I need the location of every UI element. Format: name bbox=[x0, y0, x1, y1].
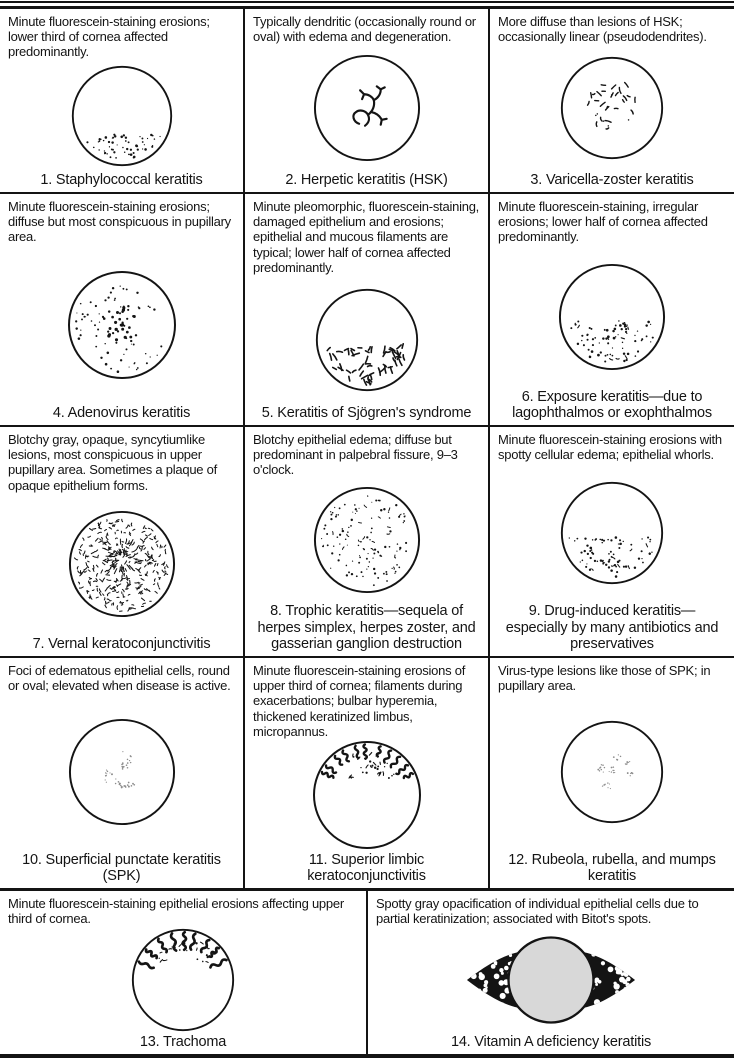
cornea-illustration bbox=[376, 926, 726, 1033]
panel-superior-limbic bbox=[245, 658, 490, 888]
panel-description: Virus-type lesions like those of SPK; in pupillary area. bbox=[498, 663, 711, 694]
cornea-illustration bbox=[253, 275, 480, 405]
panel-vernal-keratoconjunctivitis bbox=[0, 427, 245, 656]
panel-description: Minute fluorescein-staining erosions with spotty cellular edema; epithelial whorls. bbox=[498, 432, 722, 463]
top-rule-thin bbox=[0, 1, 734, 3]
panel-adenovirus-keratitis bbox=[0, 194, 245, 425]
row-4 bbox=[0, 658, 734, 891]
panel-caption: 12. Rubeola, rubella, and mumps keratitis bbox=[508, 851, 716, 884]
panel-caption: 4. Adenovirus keratitis bbox=[52, 404, 191, 421]
cornea-illustration bbox=[8, 693, 235, 851]
panel-description: Blotchy epithelial edema; diffuse but predominant in palpebral fissure, 9–3 o'clock. bbox=[253, 432, 458, 478]
panel-description: Minute fluorescein-staining erosions; diffuse but most conspicuous in pupillary area. bbox=[8, 199, 231, 245]
panel-staphylococcal-keratitis bbox=[0, 9, 245, 192]
cornea-illustration bbox=[8, 926, 358, 1033]
cornea-illustration bbox=[498, 245, 726, 389]
row-5 bbox=[0, 891, 734, 1058]
panel-caption: 13. Trachoma bbox=[139, 1033, 227, 1050]
panel-description: More diffuse than lesions of HSK; occasionally linear (pseudodendrites). bbox=[498, 14, 707, 45]
panel-description: Minute fluorescein-staining epithelial erosions affecting upper third of cornea. bbox=[8, 896, 344, 927]
panel-description: Minute fluorescein-staining erosions of upper third of cornea; filaments during exacerbations; bulbar hyperemia, thickened keratinized limbus, micropannus. bbox=[253, 663, 466, 739]
panel-caption: 1. Staphylococcal keratitis bbox=[40, 171, 203, 188]
cornea-illustration bbox=[498, 44, 726, 171]
panel-description: Typically dendritic (occasionally round or oval) with edema and degeneration. bbox=[253, 14, 476, 45]
row-3 bbox=[0, 427, 734, 658]
panel-caption: 8. Trophic keratitis—sequela of herpes simplex, herpes zoster, and gasserian ganglion destruction bbox=[257, 603, 476, 652]
panel-sjogren-keratitis bbox=[245, 194, 490, 425]
cornea-illustration bbox=[498, 462, 726, 603]
cornea-illustration bbox=[253, 739, 480, 852]
panel-exposure-keratitis bbox=[490, 194, 734, 425]
cornea-illustration bbox=[253, 478, 480, 604]
panel-caption: 14. Vitamin A deficiency keratitis bbox=[450, 1033, 652, 1050]
cornea-illustration bbox=[8, 493, 235, 636]
panel-description: Foci of edematous epithelial cells, round or oval; elevated when disease is active. bbox=[8, 663, 231, 694]
panel-caption: 5. Keratitis of Sjögren's syndrome bbox=[261, 404, 472, 421]
panel-trophic-keratitis bbox=[245, 427, 490, 656]
panel-herpetic-keratitis bbox=[245, 9, 490, 192]
panel-description: Spotty gray opacification of individual epithelial cells due to partial keratinization; associated with Bitot's spots. bbox=[376, 896, 699, 927]
panel-caption: 7. Vernal keratoconjunctivitis bbox=[32, 635, 211, 652]
panel-varicella-zoster-keratitis bbox=[490, 9, 734, 192]
cornea-illustration bbox=[8, 60, 235, 172]
panel-drug-induced-keratitis bbox=[490, 427, 734, 656]
row-1 bbox=[0, 9, 734, 194]
cornea-illustration bbox=[253, 44, 480, 171]
panel-spk bbox=[0, 658, 245, 888]
panel-rubeola-mumps bbox=[490, 658, 734, 888]
cornea-illustration bbox=[498, 693, 726, 851]
panel-trachoma bbox=[0, 891, 368, 1054]
row-2 bbox=[0, 194, 734, 427]
panel-caption: 6. Exposure keratitis—due to lagophthalmos or exophthalmos bbox=[512, 388, 712, 421]
panel-description: Minute pleomorphic, fluorescein-staining, damaged epithelium and erosions; epithelial and mucous filaments are typical; lower half of cornea affected predominantly. bbox=[253, 199, 480, 275]
panel-caption: 2. Herpetic keratitis (HSK) bbox=[285, 171, 448, 188]
panel-caption: 9. Drug-induced keratitis—especially by many antibiotics and preservatives bbox=[505, 603, 719, 652]
panel-description: Blotchy gray, opaque, syncytiumlike lesions, most conspicuous in upper pupillary area. Sometimes a plaque of opaque epithelium forms. bbox=[8, 432, 217, 493]
panel-caption: 3. Varicella-zoster keratitis bbox=[530, 171, 694, 188]
panel-vitamin-a bbox=[368, 891, 734, 1054]
panel-caption: 11. Superior limbic keratoconjunctivitis bbox=[307, 851, 426, 884]
cornea-illustration bbox=[8, 245, 235, 405]
panel-caption: 10. Superficial punctate keratitis (SPK) bbox=[22, 851, 221, 884]
panel-description: Minute fluorescein-staining erosions; lower third of cornea affected predominantly. bbox=[8, 14, 210, 60]
panel-description: Minute fluorescein-staining, irregular erosions; lower half of cornea affected predominantly. bbox=[498, 199, 708, 245]
